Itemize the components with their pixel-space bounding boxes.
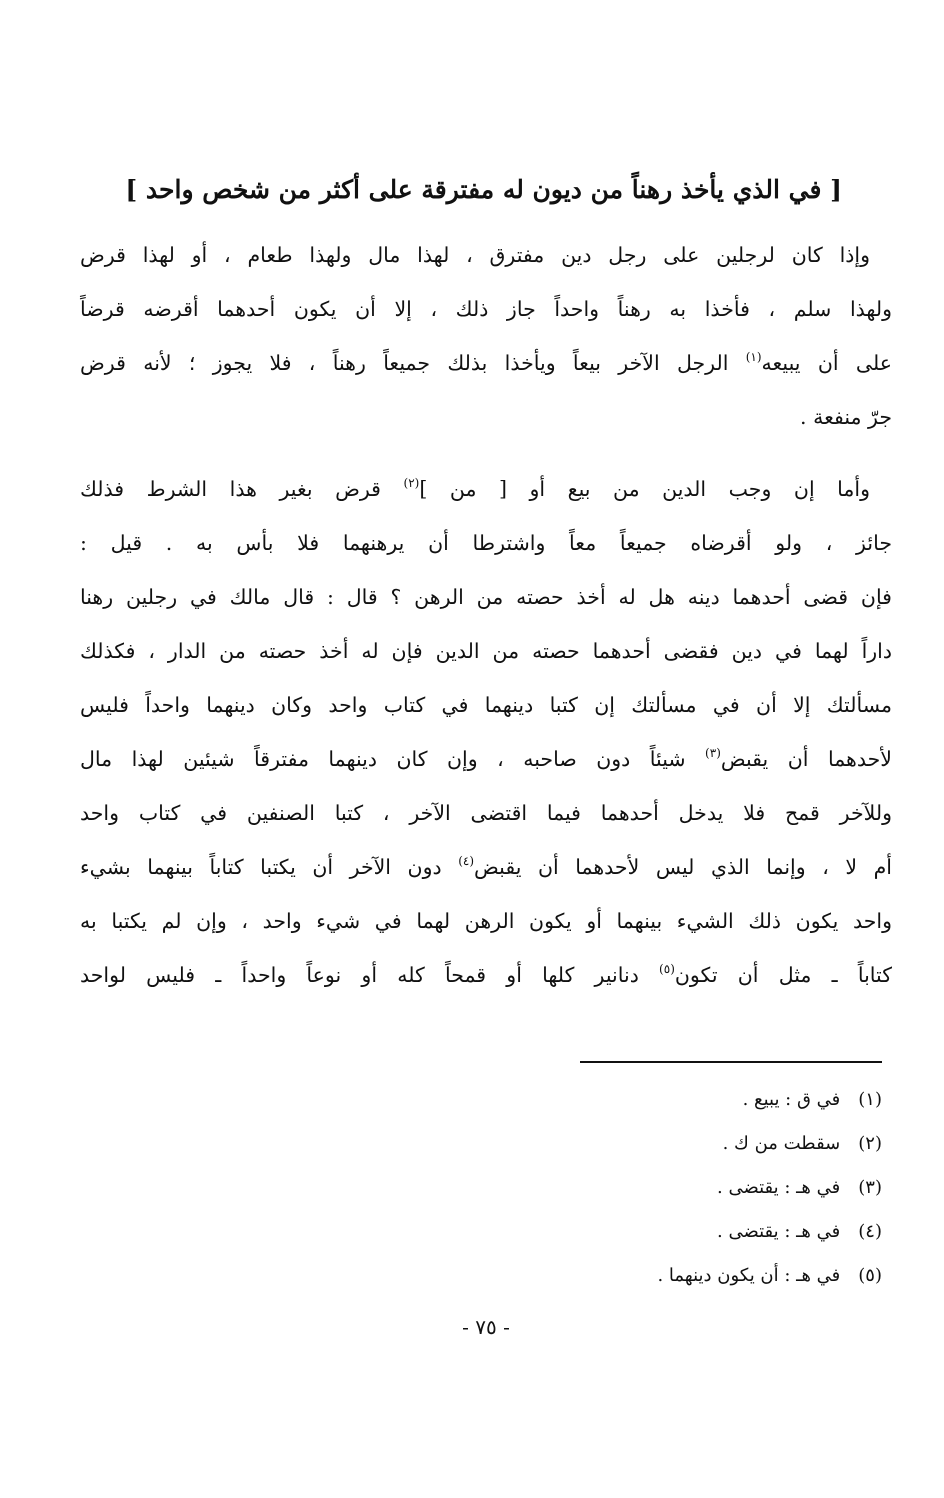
footnote-number: (٢) <box>858 1133 882 1154</box>
document-page <box>80 0 892 1498</box>
text-segment: دنانير كلها أو قمحاً كله أو نوعاً واحداً ـ فليس لواحد <box>80 963 660 987</box>
text-line: جرّ منفعة . <box>800 405 892 429</box>
footnote-text: سقطت من ك . <box>722 1133 841 1154</box>
text-line: واحد يكون ذلك الشيء بينهما أو يكون الرهن لهما في شيء واحد ، وإن لم يكتبا به <box>80 909 892 933</box>
text-segment: أم لا ، وإنما الذي ليس لأحدهما أن يقبض <box>474 855 893 879</box>
text-segment: على أن يبيعه <box>761 351 892 375</box>
footnote-item <box>382 1166 882 1210</box>
text-line <box>80 948 892 1002</box>
footnote-item <box>382 1122 882 1166</box>
body-text <box>80 228 892 1002</box>
text-line: ولهذا سلم ، فأخذا به رهناً واحداً جاز ذلك ، إلا أن يكون أحدهما أقرضه قرضاً <box>80 297 892 321</box>
footnote-item <box>382 1210 882 1254</box>
footnote-marker: (١) <box>745 350 762 364</box>
footnote-marker: (٤) <box>458 854 475 868</box>
text-line: وللآخر قمح فلا يدخل أحدهما فيما اقتضى الآخر ، كتبا الصنفين في كتاب واحد <box>80 801 892 825</box>
text-line: جائز ، ولو أقرضاه جميعاً معاً واشترطا أن يرهنهما فلا بأس به . قيل : <box>80 531 892 555</box>
paragraph-1 <box>80 228 892 444</box>
footnotes <box>382 1078 882 1298</box>
text-segment: الرجل الآخر بيعاً ويأخذا بذلك جميعاً رهناً ، فلا يجوز ؛ لأنه قرض <box>80 351 746 375</box>
text-segment: قرض بغير هذا الشرط فذلك <box>80 477 404 501</box>
footnote-text: في هـ : أن يكون دينهما . <box>657 1265 841 1286</box>
footnote-text: في ق : يبيع . <box>742 1089 841 1110</box>
text-segment: لأحدهما أن يقبض <box>720 747 892 771</box>
text-line <box>80 336 892 390</box>
text-segment: دون الآخر أن يكتبا كتاباً بينهما بشيء <box>80 855 459 879</box>
footnote-number: (٣) <box>858 1177 882 1198</box>
text-line <box>80 732 892 786</box>
text-line <box>80 840 892 894</box>
footnote-divider <box>580 1061 882 1063</box>
footnote-number: (٤) <box>858 1221 882 1242</box>
footnote-number: (٥) <box>858 1265 882 1286</box>
footnote-marker: (٥) <box>659 962 675 976</box>
footnote-text: في هـ : يقتضى . <box>717 1177 841 1198</box>
text-segment: كتاباً ـ مثل أن تكون <box>674 963 892 987</box>
footnote-number: (١) <box>858 1089 882 1110</box>
text-segment: شيئاً دون صاحبه ، وإن كان دينهما مفترقاً شيئين لهذا مال <box>80 747 706 771</box>
text-line: مسألتك إلا أن في مسألتك إن كتبا دينهما في كتاب واحد وكان دينهما واحداً فليس <box>80 693 892 717</box>
footnote-marker: (٣) <box>705 746 721 760</box>
text-line: فإن قضى أحدهما دينه هل له أخذ حصته من الرهن ؟ قال : قال مالك في رجلين رهنا <box>80 585 892 609</box>
footnote-item <box>382 1254 882 1298</box>
footnote-item <box>382 1078 882 1122</box>
section-heading: [ في الذي يأخذ رهناً من ديون له مفترقة على أكثر من شخص واحد ] <box>125 175 842 204</box>
text-line: داراً لهما في دين فقضى أحدهما حصته من الدين فإن له أخذ حصته من الدار ، فكذلك <box>80 639 892 663</box>
text-line <box>80 462 892 516</box>
page-number: - ٧٥ - <box>462 1315 510 1339</box>
footnote-text: في هـ : يقتضى . <box>717 1221 841 1242</box>
text-line: وإذا كان لرجلين على رجل دين مفترق ، لهذا مال ولهذا طعام ، أو لهذا قرض <box>80 243 870 267</box>
footnote-marker: (٢) <box>403 476 420 490</box>
text-segment: وأما إن وجب الدين من بيع أو [ من ] <box>419 477 871 501</box>
paragraph-2 <box>80 462 892 1002</box>
